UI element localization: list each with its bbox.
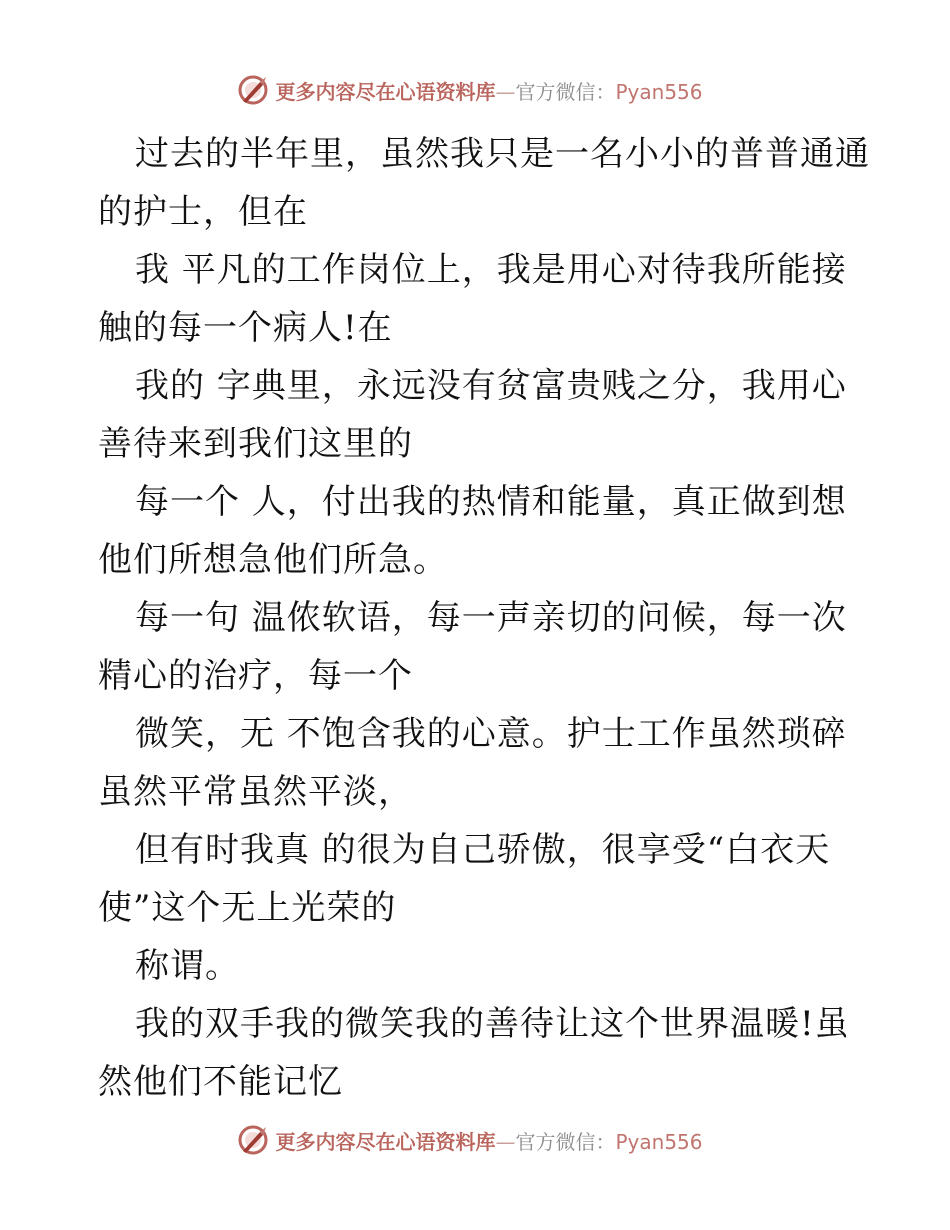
body-line: 精心的治疗，每一个 (98, 656, 413, 696)
footer-banner-inner (237, 1124, 702, 1156)
body-line: 然他们不能记忆 (98, 1062, 343, 1102)
header-banner (0, 70, 950, 110)
header-brand: 更多内容尽在心语资料库 (275, 79, 496, 104)
body-line: 的护士，但在 (98, 192, 308, 232)
body-line: 但有时我真 的很为自己骄傲，很享受“白衣天 (135, 830, 831, 870)
body-line: 触的每一个病人!在 (98, 308, 393, 348)
footer-text (275, 1126, 702, 1155)
body-line: 我的双手我的微笑我的善待让这个世界温暖!虽 (135, 1004, 850, 1044)
header-wechat-id: Pyan556 (615, 79, 703, 104)
header-official-label: 官方微信： (515, 79, 616, 104)
body-line: 我 平凡的工作岗位上，我是用心对待我所能接 (135, 250, 847, 290)
body-line: 称谓。 (135, 946, 240, 986)
body-line: 虽然平常虽然平淡， (98, 772, 413, 812)
body-line: 每一句 温侬软语，每一声亲切的问候，每一次 (135, 598, 847, 638)
footer-official-label: 官方微信： (515, 1129, 616, 1154)
document-body (98, 125, 870, 1111)
footer-brand: 更多内容尽在心语资料库 (275, 1129, 496, 1154)
header-dash: — (495, 79, 516, 104)
body-line: 他们所想急他们所急。 (98, 540, 448, 580)
body-line: 过去的半年里，虽然我只是一名小小的普普通通 (135, 134, 870, 174)
header-banner-inner (237, 74, 702, 106)
quill-logo-icon (237, 1124, 269, 1156)
header-text (275, 76, 702, 105)
footer-banner (0, 1120, 950, 1160)
body-line: 每一个 人，付出我的热情和能量，真正做到想 (135, 482, 847, 522)
quill-logo-icon (237, 74, 269, 106)
footer-wechat-id: Pyan556 (615, 1129, 703, 1154)
body-line: 我的 字典里，永远没有贫富贵贱之分，我用心 (135, 366, 847, 406)
body-line: 善待来到我们这里的 (98, 424, 413, 464)
footer-dash: — (495, 1129, 516, 1154)
body-line: 微笑，无 不饱含我的心意。护士工作虽然琐碎 (135, 714, 847, 754)
body-line: 使”这个无上光荣的 (98, 888, 397, 928)
